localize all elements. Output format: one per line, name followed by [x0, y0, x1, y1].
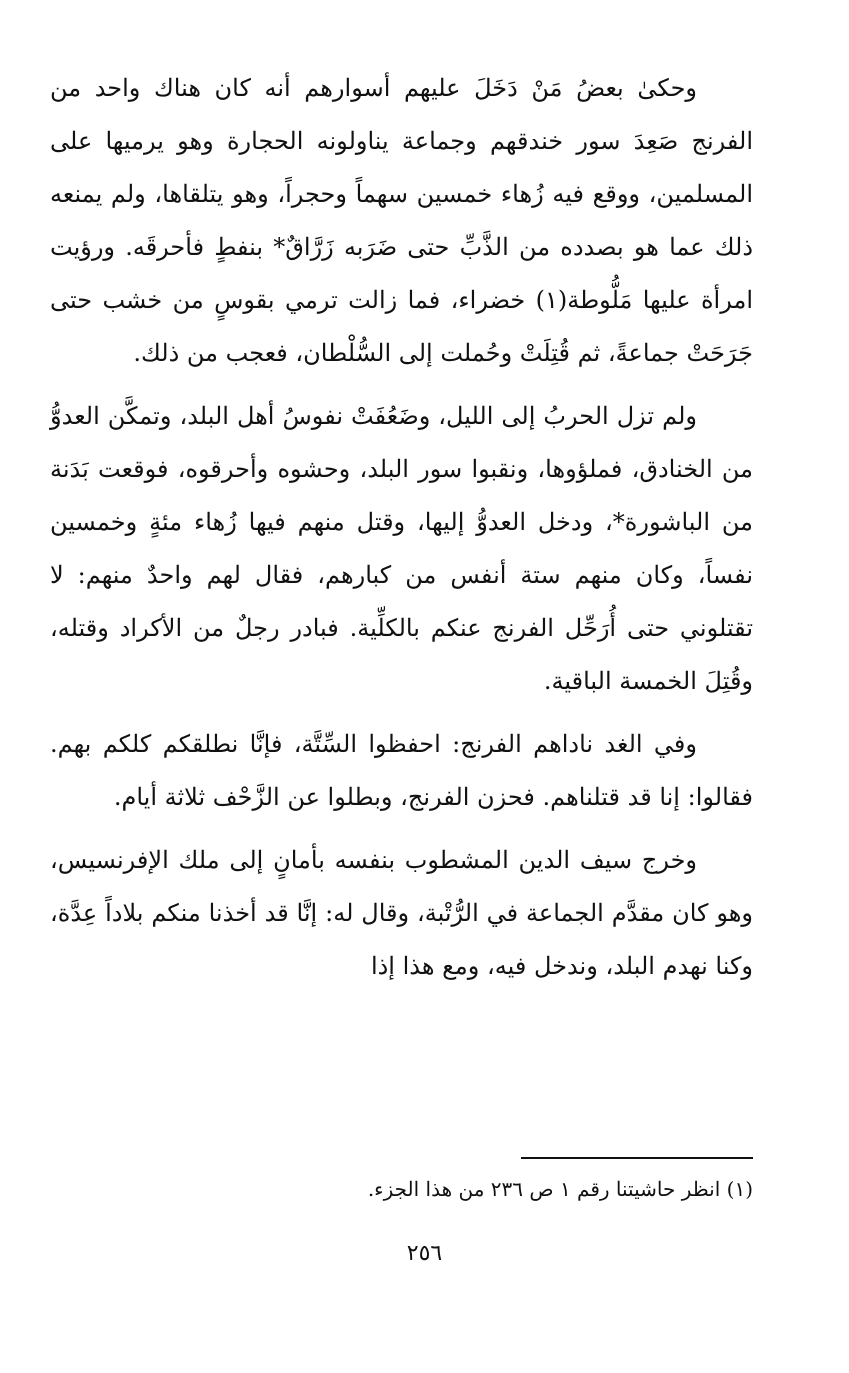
- paragraph-2: ولم تزل الحربُ إلى الليل، وضَعُفَتْ نفوسُ أهل البلد، وتمكَّن العدوُّ من الخنادق، فملؤوها، ونقبوا سور البلد، وحشوه وأحرقوه، فوقعت بَدَنة من الباشورة*، ودخل العدوُّ إليها، وقتل منهم فيها زُهاء مئةٍ وخمسين نفساً، وكان منهم ستة أنفس من كبارهم، فقال لهم واحدٌ منهم: لا تقتلوني حتى أُرَحِّل الفرنج عنكم بالكلِّية. فبادر رجلٌ من الأكراد وقتله، وقُتِلَ الخمسة الباقية.: [50, 402, 753, 695]
- paragraph-1: وحكىٰ بعضُ مَنْ دَخَلَ عليهم أسوارهم أنه كان هناك واحد من الفرنج صَعِدَ سور خندقهم وجماعة يناولونه الحجارة وهو يرميها على المسلمين، ووقع فيه زُهاء خمسين سهماً وحجراً، وهو يتلقاها، ولم يمنعه ذلك عما هو بصدده من الذَّبِّ حتى ضَرَبه زَرَّاقٌ* بنفطٍ فأحرقَه. ورؤيت امرأة عليها مَلُّوطة(١) خضراء، فما زالت ترمي بقوسٍ من خشب حتى جَرَحَتْ جماعةً، ثم قُتِلَتْ وحُملت إلى السُّلْطان، فعجب من ذلك.: [50, 74, 754, 367]
- paragraph-4: وخرج سيف الدين المشطوب بنفسه بأمانٍ إلى ملك الإفرنسيس، وهو كان مقدَّم الجماعة في الرُّتْبة، وقال له: إنَّا قد أخذنا منكم بلاداً عِدَّة، وكنا نهدم البلد، وندخل فيه، ومع هذا إذا: [50, 846, 753, 980]
- footnote-divider: [521, 1157, 753, 1159]
- paragraph-3: وفي الغد ناداهم الفرنج: احفظوا السِّتَّة، فإنَّا نطلقكم كلكم بهم. فقالوا: إنا قد قتلناهم. فحزن الفرنج، وبطلوا عن الزَّحْف ثلاثة أيام.: [50, 730, 753, 811]
- body-text: [50, 62, 753, 993]
- footnote: (١) انظر حاشيتنا رقم ١ ص ٢٣٦ من هذا الجزء.: [367, 1177, 753, 1201]
- page-number: ٢٥٦: [406, 1241, 443, 1266]
